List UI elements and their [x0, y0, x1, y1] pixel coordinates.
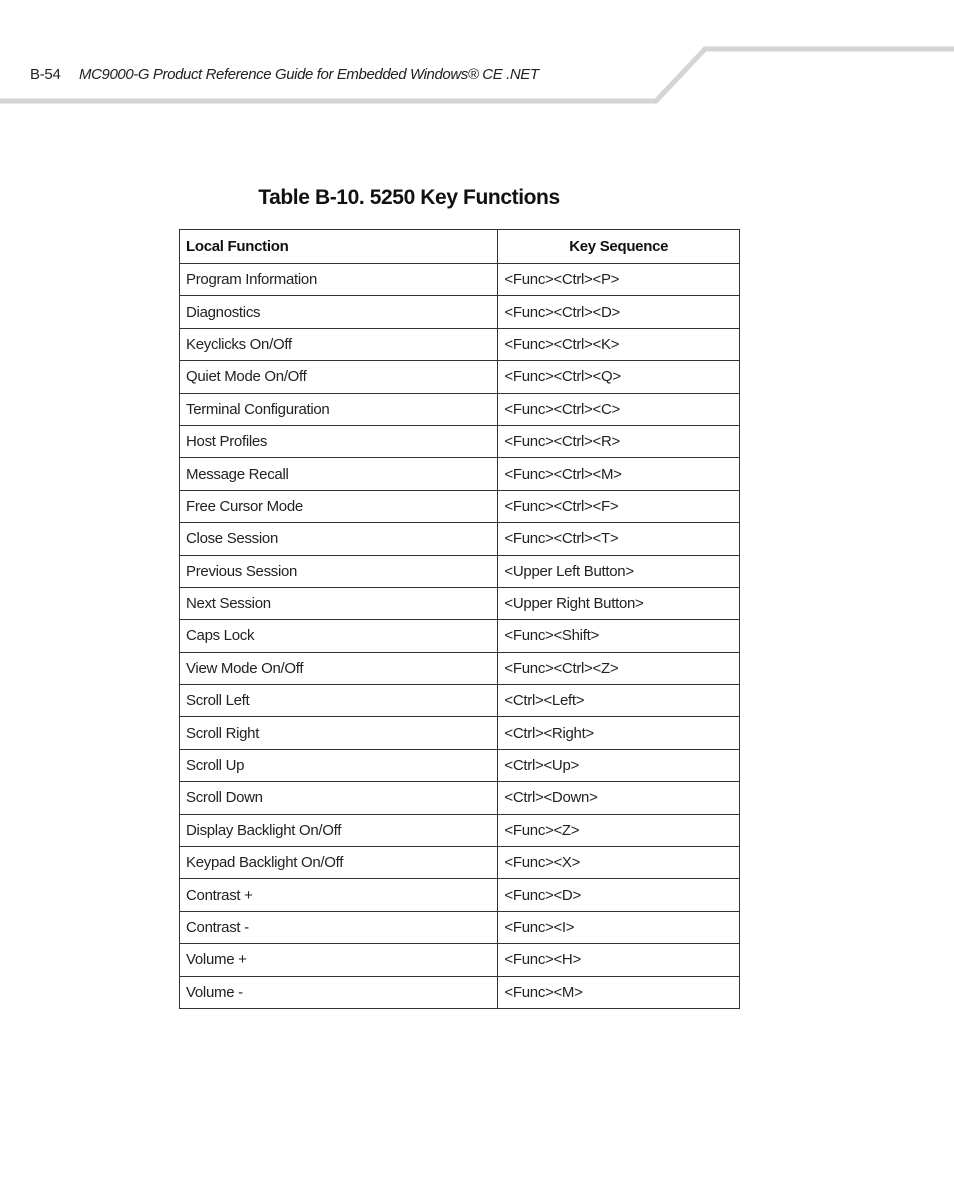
local-function-cell: Display Backlight On/Off — [180, 814, 498, 846]
table-header-row — [180, 230, 740, 264]
table-row — [180, 425, 740, 457]
local-function-cell: Host Profiles — [180, 425, 498, 457]
local-function-cell: Contrast - — [180, 911, 498, 943]
key-sequence-cell: <Upper Left Button> — [498, 555, 740, 587]
local-function-cell: Next Session — [180, 587, 498, 619]
local-function-cell: Message Recall — [180, 458, 498, 490]
local-function-cell: Keypad Backlight On/Off — [180, 847, 498, 879]
local-function-cell: Previous Session — [180, 555, 498, 587]
table-row — [180, 393, 740, 425]
table-row — [180, 717, 740, 749]
table-row — [180, 879, 740, 911]
local-function-cell: Diagnostics — [180, 296, 498, 328]
key-sequence-cell: <Ctrl><Right> — [498, 717, 740, 749]
local-function-cell: Volume - — [180, 976, 498, 1008]
table-row — [180, 587, 740, 619]
key-sequence-cell: <Func><Ctrl><Q> — [498, 361, 740, 393]
key-sequence-cell: <Func><D> — [498, 879, 740, 911]
key-sequence-cell: <Func><Ctrl><Z> — [498, 652, 740, 684]
key-sequence-cell: <Func><Ctrl><D> — [498, 296, 740, 328]
key-sequence-cell: <Upper Right Button> — [498, 587, 740, 619]
local-function-cell: Scroll Up — [180, 749, 498, 781]
column-header-local-function: Local Function — [180, 230, 498, 264]
table-row — [180, 782, 740, 814]
local-function-cell: Scroll Down — [180, 782, 498, 814]
table-row — [180, 944, 740, 976]
table-row — [180, 361, 740, 393]
table-row — [180, 296, 740, 328]
local-function-cell: Close Session — [180, 523, 498, 555]
key-sequence-cell: <Ctrl><Left> — [498, 685, 740, 717]
page-number: B-54 — [30, 66, 61, 83]
key-sequence-cell: <Func><Shift> — [498, 620, 740, 652]
key-sequence-cell: <Func><Z> — [498, 814, 740, 846]
table-row — [180, 620, 740, 652]
key-sequence-cell: <Func><Ctrl><K> — [498, 328, 740, 360]
local-function-cell: Terminal Configuration — [180, 393, 498, 425]
header-bar-graphic — [0, 0, 954, 110]
local-function-cell: View Mode On/Off — [180, 652, 498, 684]
key-sequence-cell: <Func><M> — [498, 976, 740, 1008]
table-row — [180, 458, 740, 490]
table-row — [180, 814, 740, 846]
local-function-cell: Scroll Right — [180, 717, 498, 749]
key-sequence-cell: <Func><Ctrl><F> — [498, 490, 740, 522]
local-function-cell: Caps Lock — [180, 620, 498, 652]
table-row — [180, 976, 740, 1008]
local-function-cell: Keyclicks On/Off — [180, 328, 498, 360]
local-function-cell: Quiet Mode On/Off — [180, 361, 498, 393]
table-title: Table B-10. 5250 Key Functions — [258, 186, 560, 209]
key-sequence-cell: <Func><Ctrl><M> — [498, 458, 740, 490]
local-function-cell: Contrast + — [180, 879, 498, 911]
local-function-cell: Program Information — [180, 264, 498, 296]
key-sequence-cell: <Ctrl><Down> — [498, 782, 740, 814]
key-sequence-cell: <Func><Ctrl><C> — [498, 393, 740, 425]
column-header-key-sequence: Key Sequence — [498, 230, 740, 264]
local-function-cell: Free Cursor Mode — [180, 490, 498, 522]
key-sequence-cell: <Func><Ctrl><T> — [498, 523, 740, 555]
key-sequence-cell: <Ctrl><Up> — [498, 749, 740, 781]
key-sequence-cell: <Func><H> — [498, 944, 740, 976]
local-function-cell: Scroll Left — [180, 685, 498, 717]
table-row — [180, 264, 740, 296]
key-sequence-cell: <Func><Ctrl><R> — [498, 425, 740, 457]
table-row — [180, 685, 740, 717]
key-sequence-cell: <Func><I> — [498, 911, 740, 943]
table-body — [180, 264, 740, 1009]
table-row — [180, 490, 740, 522]
table-row — [180, 328, 740, 360]
key-sequence-cell: <Func><Ctrl><P> — [498, 264, 740, 296]
key-sequence-cell: <Func><X> — [498, 847, 740, 879]
table-row — [180, 652, 740, 684]
table-row — [180, 749, 740, 781]
local-function-cell: Volume + — [180, 944, 498, 976]
table-row — [180, 555, 740, 587]
table-row — [180, 847, 740, 879]
key-functions-table — [179, 229, 740, 1009]
table-row — [180, 911, 740, 943]
table-row — [180, 523, 740, 555]
running-title: MC9000-G Product Reference Guide for Embedded Windows® CE .NET — [79, 66, 539, 83]
